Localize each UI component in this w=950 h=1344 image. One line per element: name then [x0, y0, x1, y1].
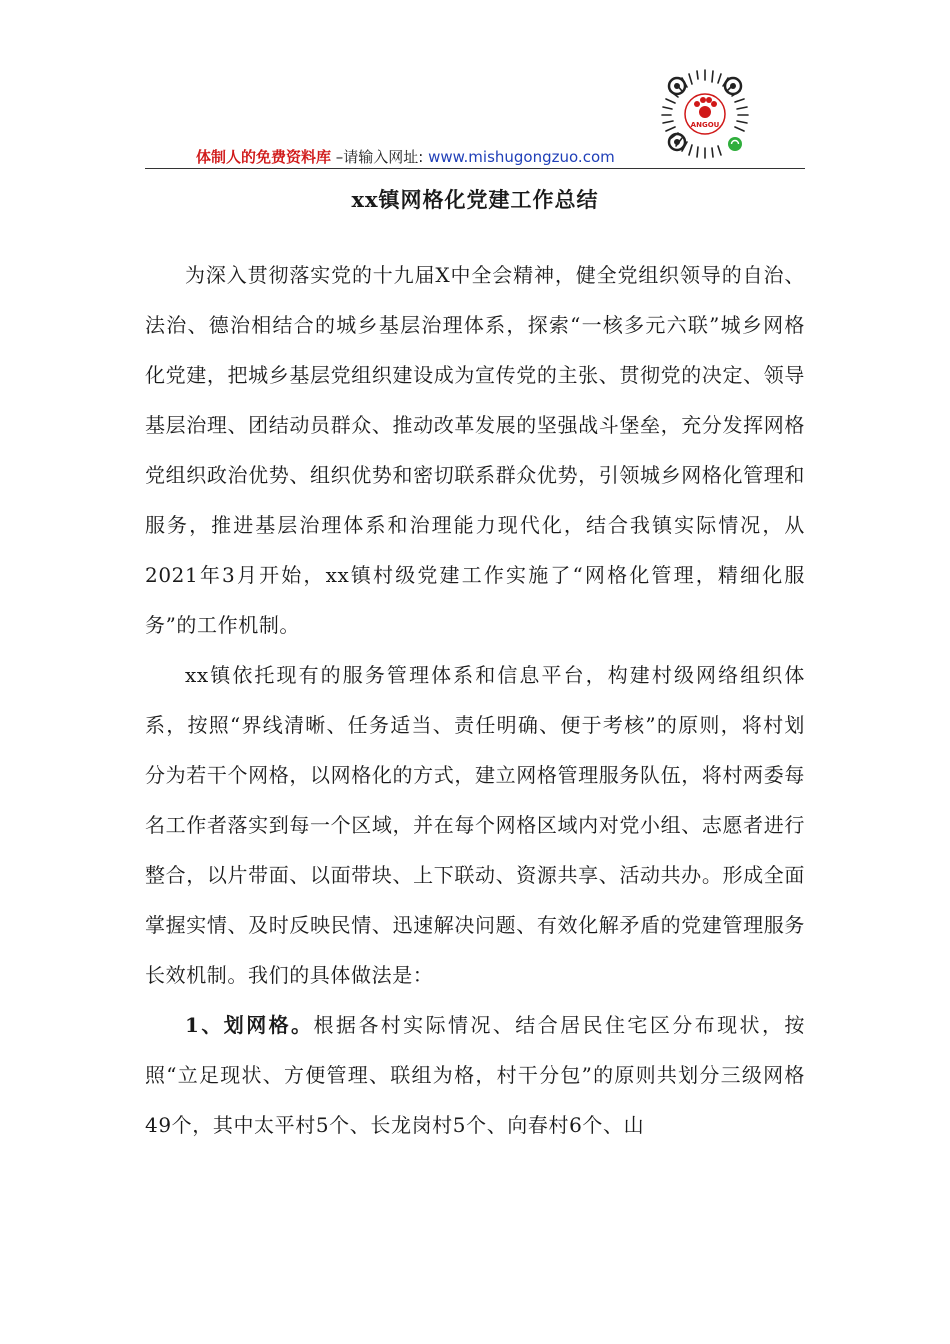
paragraph-approach: xx镇依托现有的服务管理体系和信息平台，构建村级网络组织体系，按照“界线清晰、任务适当、责任明确、便于考核”的原则，将村划分为若干个网格，以网格化的方式，建立网格管理服务队伍，将村两委每名工作者落实到每一个区域，并在每个网格区域内对党小组、志愿者进行整合，以片带面、以面带块、上下联动、资源共享、活动共办。形成全面掌握实情、及时反映民情、迅速解决问题、有效化解矛盾的党建管理服务长效机制。我们的具体做法是：: [145, 663, 805, 987]
header-banner: [196, 146, 615, 167]
document-title: xx镇网格化党建工作总结: [351, 187, 599, 212]
svg-text:ANGOU: ANGOU: [690, 121, 720, 129]
section-1-heading: 1、划网格。: [185, 1013, 314, 1037]
paragraph-intro: 为深入贯彻落实党的十九届X中全会精神，健全党组织领导的自治、法治、德治相结合的城乡基层治理体系，探索“一核多元六联”城乡网格化党建，把城乡基层党组织建设成为宣传党的主张、贯彻党的决定、领导基层治理、团结动员群众、推动改革发展的坚强战斗堡垒，充分发挥网格党组织政治优势、组织优势和密切联系群众优势，引领城乡网格化管理和服务，推进基层治理体系和治理能力现代化，结合我镇实际情况，从2021年3月开始，xx镇村级党建工作实施了“网格化管理，精细化服务”的工作机制。: [145, 263, 805, 637]
site-url-link[interactable]: www.mishugongzuo.com: [428, 148, 615, 166]
brand-text: 体制人的免费资料库: [196, 148, 332, 166]
qr-code-icon: [657, 66, 753, 162]
paragraph-section-1: [145, 1000, 805, 1150]
document-body: [145, 250, 805, 1150]
header-divider: [145, 168, 805, 169]
section-1-text: 根据各村实际情况、结合居民住宅区分布现状，按照“立足现状、方便管理、联组为格，村干分包”的原则共划分三级网格49个，其中太平村5个、长龙岗村5个、向春村6个、山: [145, 1013, 805, 1137]
url-prompt: –请输入网址:: [331, 148, 429, 166]
